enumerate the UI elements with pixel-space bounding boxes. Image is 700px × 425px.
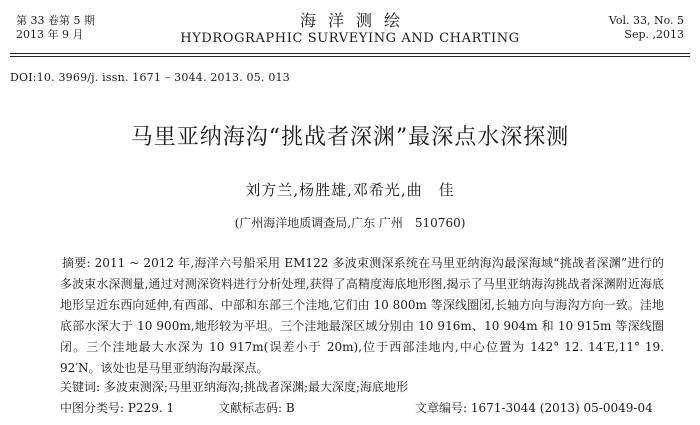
doi: DOI:10. 3969/j. issn. 1671 – 3044. 2013. 05. 013	[10, 71, 290, 84]
journal-name-cn: 海洋测绘	[299, 11, 412, 30]
classification-number: 中图分类号: P229. 1	[60, 401, 175, 415]
header-rule-top	[10, 53, 690, 54]
header-rule-bottom	[10, 56, 690, 57]
author-list: 刘方兰,杨胜雄,邓希光,曲 佳	[245, 181, 455, 199]
volume-issue-cn: 第 33 卷第 5 期	[16, 14, 95, 27]
publish-date-en: Sep. ,2013	[624, 28, 684, 41]
classification-line	[60, 399, 664, 415]
journal-name-en: HYDROGRAPHIC SURVEYING AND CHARTING	[180, 31, 520, 46]
document-code: 文献标志码: B	[218, 401, 295, 415]
article-number: 文章编号: 1671-3044 (2013) 05-0049-04	[415, 401, 653, 415]
publish-date-cn: 2013 年 9 月	[16, 28, 84, 41]
journal-header	[10, 6, 690, 54]
header-right	[609, 14, 684, 42]
volume-issue-en: Vol. 33, No. 5	[608, 14, 684, 27]
keywords: 关键词: 多波束测深;马里亚纳海沟;挑战者深渊;最大深度;海底地形	[60, 380, 409, 394]
affiliation: (广州海洋地质调查局,广东 广州 510760)	[234, 216, 466, 230]
header-center	[10, 12, 690, 47]
abstract: 摘要: 2011 ~ 2012 年,海洋六号船采用 EM122 多波束测深系统在马里亚纳海沟最深海域“挑战者深渊”进行的多波束水深测量,通过对测深资料进行分析处理,获得了高精度海底地形图,揭示了马里亚纳海沟挑战者深渊附近海底地形呈近东西向延伸,有西部、中部和东部三个洼地,它们由 10 800m 等深线圈闭,长轴方向与海沟方向一致。洼地底部水深大于 10 900m,地形较为平坦。三个洼地最深区域分别由 10 916m、10 904m 和 10 915m 等深线圈闭。三个洼地最大水深为 10 917m(误差小于 20m),位于西部洼地内,中心位置为 142° 12. 14′E,11° 19. 92′N。该处也是马里亚纳海沟最深点。	[60, 256, 664, 375]
paper-title: 马里亚纳海沟“挑战者深渊”最深点水深探测	[130, 125, 570, 150]
